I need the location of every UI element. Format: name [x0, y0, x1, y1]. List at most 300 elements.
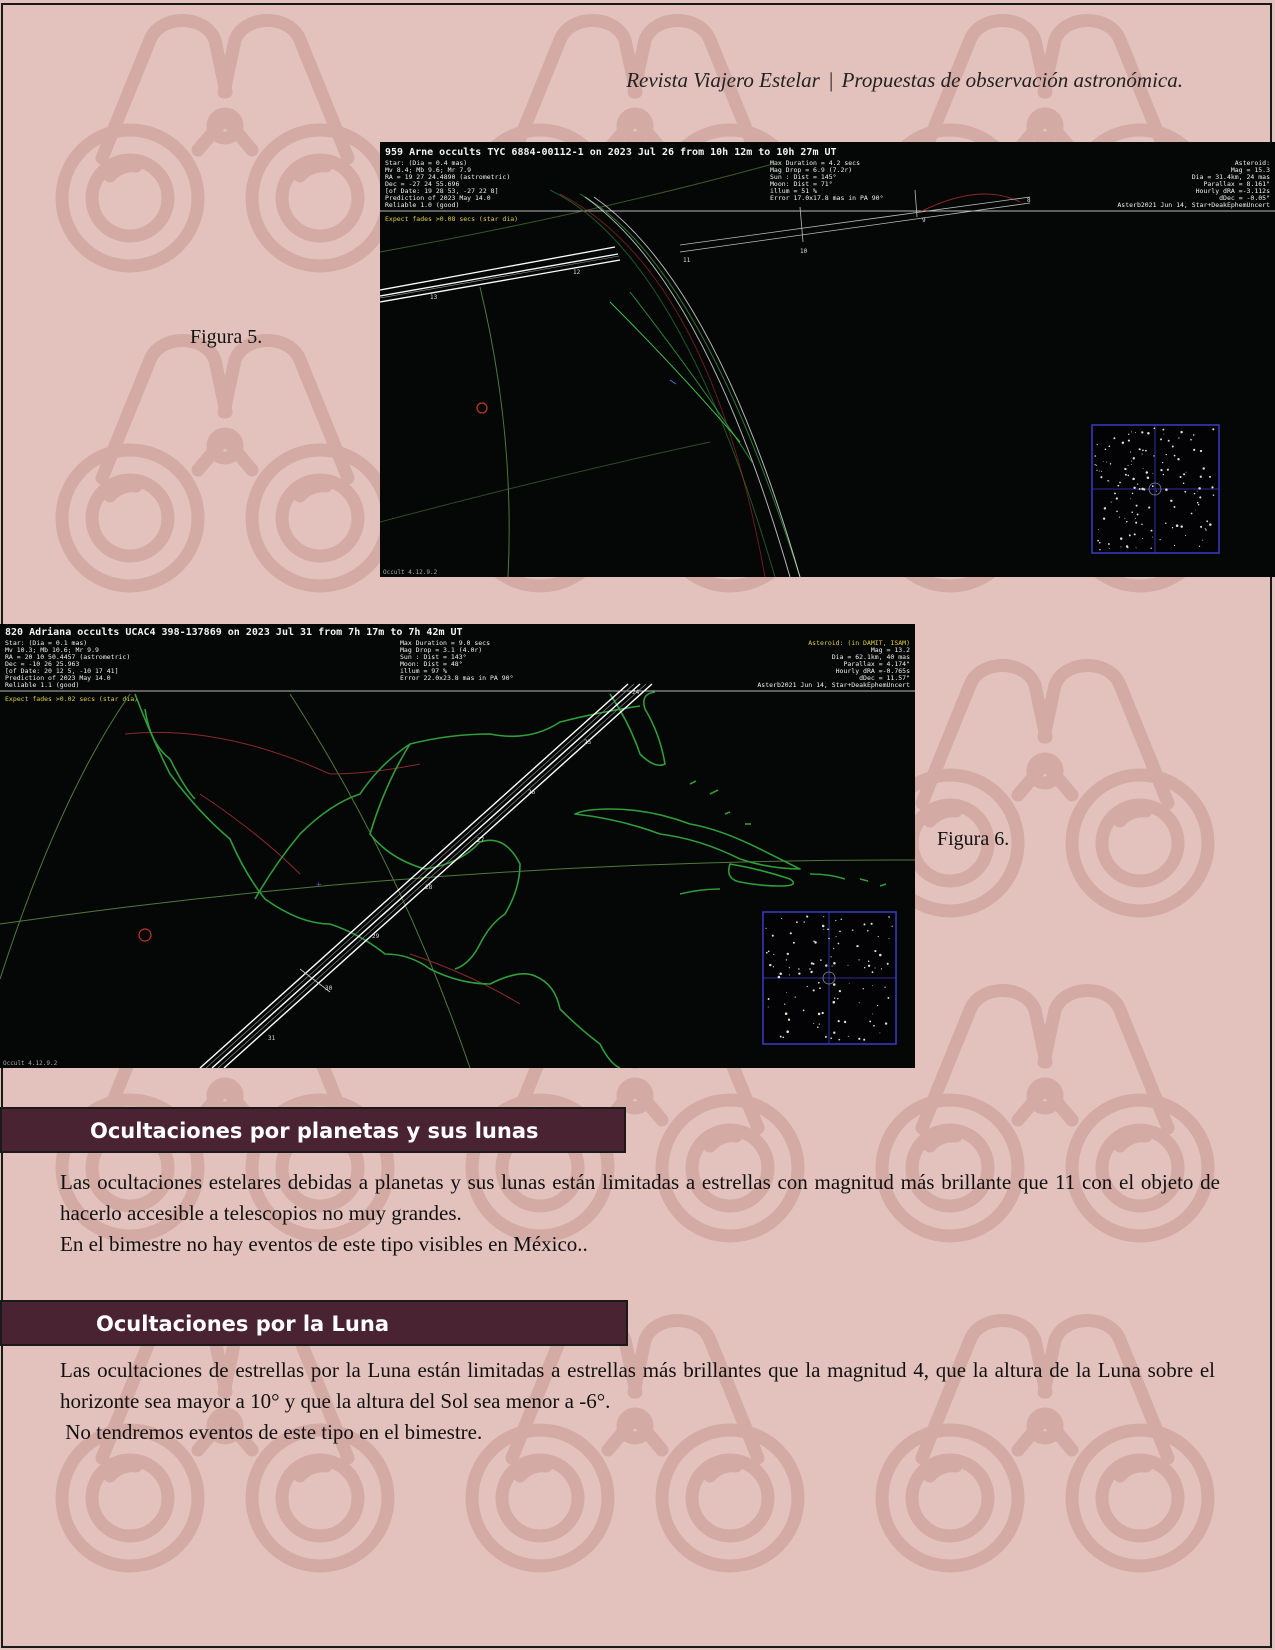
fig5-track-label: 9 — [922, 217, 926, 224]
star-dot — [1145, 450, 1147, 452]
fig6-right-info: Dia = 62.1km, 40 mas — [831, 653, 910, 661]
star-dot — [874, 950, 876, 952]
star-dot — [822, 925, 825, 928]
star-dot — [871, 923, 873, 925]
star-dot — [819, 987, 821, 989]
star-dot — [788, 1019, 790, 1021]
star-dot — [773, 954, 774, 955]
star-dot — [1133, 487, 1135, 489]
star-dot — [859, 959, 860, 960]
star-dot — [780, 1036, 782, 1038]
fig5-star-chart-inset — [1092, 425, 1219, 553]
star-dot — [859, 1002, 860, 1003]
star-dot — [766, 928, 767, 929]
fig5-right-info: dDec = -0.05" — [1219, 194, 1270, 202]
star-dot — [867, 930, 869, 932]
fig6-star-chart-inset — [763, 912, 896, 1044]
star-dot — [1197, 502, 1199, 504]
star-dot — [879, 1032, 880, 1033]
star-dot — [887, 963, 889, 965]
star-dot — [1134, 533, 1136, 535]
fig6-left-info: Reliable 1.1 (good) — [5, 681, 80, 689]
star-dot — [1130, 452, 1131, 453]
star-dot — [844, 1021, 846, 1023]
fig6-mid-info: Max Duration = 9.0 secs — [400, 639, 491, 647]
fig6-track-label: 28 — [425, 884, 433, 891]
figure-5-caption: Figura 5. — [190, 326, 263, 348]
star-dot — [1162, 462, 1163, 463]
star-dot — [1202, 467, 1204, 469]
star-dot — [864, 967, 865, 968]
star-dot — [1141, 523, 1143, 525]
section-moon-paragraph: No tendremos eventos de este tipo en el bimestre. — [60, 1420, 483, 1444]
fig6-track-label: 30 — [325, 985, 333, 992]
star-dot — [839, 990, 841, 992]
section-heading-moon — [0, 1300, 628, 1346]
star-dot — [858, 1038, 860, 1040]
fig5-right-info: Mag = 15.3 — [1230, 166, 1270, 174]
fig5-left-info: Mv 8.4; Mb 9.6; Mr 7.9 — [385, 166, 472, 174]
star-dot — [828, 938, 830, 940]
star-dot — [769, 964, 771, 966]
star-dot — [1096, 465, 1097, 466]
star-dot — [833, 962, 836, 965]
star-dot — [1098, 529, 1099, 530]
star-dot — [1128, 434, 1129, 435]
star-dot — [1160, 469, 1162, 471]
star-dot — [1099, 471, 1100, 472]
star-dot — [833, 1001, 836, 1004]
star-dot — [1152, 485, 1154, 487]
star-dot — [1117, 485, 1119, 487]
star-dot — [1179, 476, 1181, 478]
star-dot — [1141, 488, 1144, 491]
star-dot — [1124, 468, 1126, 470]
star-dot — [817, 1026, 819, 1028]
figure-6-caption: Figura 6. — [937, 828, 1010, 850]
star-dot — [1200, 476, 1202, 478]
star-dot — [832, 966, 833, 967]
fig5-left-info: Dec = -27 24 55.696 — [385, 180, 460, 188]
star-dot — [888, 916, 889, 917]
star-dot — [872, 1013, 873, 1014]
star-dot — [1132, 478, 1135, 481]
fig6-track-label: 25 — [584, 739, 592, 746]
star-dot — [863, 988, 864, 989]
star-dot — [1100, 476, 1102, 478]
star-dot — [1152, 537, 1153, 538]
fig6-mid-info: Sun : Dist = 143° — [400, 653, 467, 661]
star-dot — [1154, 428, 1156, 430]
star-dot — [887, 997, 889, 999]
star-dot — [1103, 461, 1104, 462]
star-dot — [848, 1036, 849, 1037]
star-dot — [1153, 455, 1154, 456]
fig6-left-info: Prediction of 2023 May 14.0 — [5, 674, 111, 682]
figure-5-occultation-map — [380, 142, 1275, 577]
star-dot — [806, 916, 808, 918]
star-dot — [1197, 491, 1198, 492]
star-dot — [825, 964, 827, 966]
fig6-right-info: Asterb2021 Jun 14, Star+DeakEphemUncert — [757, 681, 910, 689]
star-dot — [1094, 464, 1095, 465]
section-title: Ocultaciones por planetas y sus lunas — [90, 1119, 539, 1143]
star-dot — [1101, 471, 1102, 472]
star-dot — [782, 1037, 784, 1039]
star-dot — [838, 1020, 840, 1022]
star-dot — [872, 985, 873, 986]
star-dot — [1116, 511, 1118, 513]
star-dot — [819, 1023, 820, 1024]
star-dot — [789, 974, 790, 975]
star-dot — [835, 920, 836, 921]
star-dot — [1139, 488, 1141, 490]
star-dot — [1180, 431, 1182, 433]
star-dot — [809, 968, 811, 970]
fig5-track-label: 11 — [683, 257, 691, 264]
star-dot — [1168, 440, 1170, 442]
star-dot — [868, 960, 869, 961]
header-separator: | — [827, 68, 834, 92]
star-dot — [833, 983, 836, 986]
star-dot — [1108, 543, 1110, 545]
fig5-version: Occult 4.12.9.2 — [383, 569, 438, 576]
star-dot — [1184, 491, 1186, 493]
fig5-mid-info: Max Duration = 4.2 secs — [770, 159, 861, 167]
section-heading-planets — [0, 1107, 626, 1153]
section-planets-paragraph: En el bimestre no hay eventos de este tipo visibles en México.. — [60, 1232, 588, 1256]
star-dot — [1209, 523, 1212, 526]
star-dot — [768, 998, 770, 1000]
star-dot — [1198, 504, 1200, 506]
star-dot — [1174, 545, 1175, 546]
fig5-left-info: Reliable 1.0 (good) — [385, 201, 460, 209]
fig5-left-info: Prediction of 2023 May 14.0 — [385, 194, 491, 202]
fig5-right-info: Asteroid: — [1234, 159, 1270, 167]
figure-6-title: 820 Adriana occults UCAC4 398-137869 on 2023 Jul 31 from 7h 17m to 7h 42m UT — [5, 627, 463, 638]
star-dot — [869, 1020, 871, 1022]
star-dot — [822, 1012, 824, 1014]
star-dot — [839, 1039, 841, 1041]
fig5-mid-info: Error 17.0x17.8 mas in PA 90° — [770, 194, 884, 202]
star-dot — [1202, 540, 1203, 541]
fig6-mid-info: Error 22.0x23.8 mas in PA 90° — [400, 674, 514, 682]
fig6-track-label: 31 — [268, 1035, 276, 1042]
fig6-right-info: Mag = 13.2 — [870, 646, 910, 654]
star-dot — [773, 966, 774, 967]
star-dot — [786, 992, 787, 993]
star-dot — [1199, 546, 1200, 547]
star-dot — [1199, 496, 1201, 498]
star-dot — [1114, 492, 1116, 494]
star-dot — [1160, 438, 1162, 440]
star-dot — [1211, 486, 1213, 488]
fig5-right-info: Parallax = 8.161" — [1203, 180, 1270, 188]
star-dot — [1165, 488, 1168, 491]
star-dot — [1167, 469, 1169, 471]
star-dot — [830, 1037, 832, 1039]
fig5-mid-info: illum = 51 % — [770, 187, 817, 195]
star-dot — [1172, 445, 1174, 447]
star-dot — [772, 935, 774, 937]
fig6-right-info: Hourly dRA =-0.765s — [835, 667, 910, 675]
star-dot — [1183, 473, 1185, 475]
star-dot — [848, 965, 849, 966]
star-dot — [1209, 476, 1211, 478]
star-dot — [863, 1039, 865, 1041]
star-dot — [885, 1022, 887, 1024]
star-dot — [1108, 445, 1110, 447]
star-dot — [1185, 535, 1186, 536]
fig6-mid-info: illum = 97 % — [400, 667, 447, 675]
fig6-right-info: Parallax = 4.174" — [843, 660, 910, 668]
star-dot — [833, 1032, 835, 1034]
star-dot — [1213, 494, 1215, 496]
star-dot — [1160, 539, 1161, 540]
star-dot — [1127, 547, 1129, 549]
fig6-track-label: 24 — [632, 689, 640, 696]
star-dot — [1172, 527, 1173, 528]
star-dot — [1147, 477, 1150, 480]
star-dot — [803, 1010, 805, 1012]
fig5-track-label: 8 — [1027, 197, 1031, 204]
star-dot — [852, 929, 854, 931]
star-dot — [1110, 463, 1111, 464]
journal-name: Revista Viajero Estelar — [626, 68, 820, 92]
fig5-mid-info: Moon: Dist = 71° — [770, 180, 833, 188]
star-dot — [1142, 538, 1143, 539]
star-dot — [818, 982, 820, 984]
fig6-left-info: Dec = -10 26 25.963 — [5, 660, 80, 668]
fig5-left-info: [of Date: 19 28 53, -27 22 8] — [385, 187, 499, 195]
star-dot — [768, 1007, 769, 1008]
star-dot — [1147, 432, 1150, 435]
star-dot — [823, 929, 824, 930]
star-dot — [1174, 455, 1176, 457]
star-dot — [838, 943, 840, 945]
star-dot — [1106, 462, 1107, 463]
fig6-left-info: Star: (Dia = 0.1 mas) — [5, 639, 88, 647]
star-dot — [1170, 500, 1172, 502]
section-planets-paragraph: Las ocultaciones estelares debidas a planetas y sus lunas están limitadas a estrellas con magnitud más brillante que 11 con el objeto de hacerlo accesible a telescopios no muy grandes. — [60, 1170, 1220, 1225]
star-dot — [879, 954, 882, 957]
fig5-left-info: Star: (Dia = 0.4 mas) — [385, 159, 468, 167]
star-dot — [1141, 431, 1143, 433]
star-dot — [884, 987, 885, 988]
binoculars-icon — [882, 666, 1208, 912]
star-dot — [1194, 493, 1196, 495]
star-dot — [1105, 448, 1107, 450]
fig5-right-info: Hourly dRA =-3.112s — [1195, 187, 1270, 195]
star-dot — [1205, 528, 1206, 529]
fig6-fades-note: Expect fades >0.02 secs (star dia) — [5, 695, 139, 703]
star-dot — [1165, 522, 1167, 524]
star-dot — [779, 973, 782, 976]
fig6-left-info: RA = 20 10 50.4457 (astrometric) — [5, 653, 131, 661]
star-dot — [1136, 505, 1138, 507]
fig6-version: Occult 4.12.9.2 — [3, 1060, 58, 1067]
star-dot — [875, 967, 876, 968]
star-dot — [1107, 480, 1108, 481]
star-dot — [814, 941, 816, 943]
header-section: Propuestas de observación astronómica. — [841, 68, 1183, 92]
star-dot — [823, 916, 824, 917]
star-dot — [1113, 437, 1115, 439]
star-dot — [1142, 454, 1143, 455]
star-dot — [1151, 530, 1153, 532]
star-dot — [872, 971, 874, 973]
fig5-right-info: Dia = 31.4km, 24 mas — [1191, 173, 1270, 181]
fig6-right-info: Asteroid: (in DAMIT, ISAM) — [808, 639, 910, 647]
star-dot — [873, 1025, 875, 1027]
star-dot — [813, 989, 815, 991]
star-dot — [1120, 537, 1123, 540]
star-dot — [1183, 482, 1185, 484]
star-dot — [1163, 474, 1165, 476]
star-dot — [1139, 448, 1141, 450]
star-dot — [804, 921, 805, 922]
star-dot — [1186, 472, 1187, 473]
fig5-track-label: 10 — [800, 248, 808, 255]
star-dot — [1135, 518, 1136, 519]
star-dot — [1131, 431, 1132, 432]
star-dot — [790, 932, 792, 934]
star-dot — [1166, 454, 1167, 455]
star-dot — [1124, 518, 1125, 519]
fig5-track-label: 13 — [430, 294, 438, 301]
star-dot — [1131, 464, 1132, 465]
star-dot — [881, 968, 882, 969]
star-dot — [1130, 498, 1131, 499]
star-dot — [1122, 441, 1124, 443]
fig5-mid-info: Mag Drop = 6.9 (7.2r) — [770, 166, 853, 174]
star-dot — [1126, 521, 1128, 523]
star-dot — [1131, 511, 1133, 513]
star-dot — [868, 965, 870, 967]
star-dot — [798, 968, 800, 970]
star-dot — [1119, 517, 1120, 518]
star-dot — [786, 959, 787, 960]
star-dot — [1142, 449, 1144, 451]
star-dot — [1103, 518, 1105, 520]
binoculars-icon — [62, 21, 388, 267]
star-dot — [766, 952, 768, 954]
fig6-track-label: 26 — [528, 789, 536, 796]
star-dot — [1200, 450, 1202, 452]
svg-text:+: + — [316, 880, 322, 891]
star-dot — [833, 948, 834, 949]
star-dot — [877, 1005, 878, 1006]
star-dot — [863, 923, 865, 925]
star-dot — [837, 998, 838, 999]
fig6-left-info: Mv 10.3; Mb 10.6; Mr 9.9 — [5, 646, 99, 654]
star-dot — [1131, 461, 1132, 462]
star-dot — [1178, 437, 1179, 438]
star-dot — [1212, 428, 1214, 430]
star-dot — [1125, 474, 1127, 476]
star-dot — [785, 1012, 788, 1015]
star-dot — [778, 976, 781, 979]
star-dot — [1099, 549, 1100, 550]
star-dot — [1135, 432, 1136, 433]
star-dot — [1137, 514, 1139, 516]
star-dot — [1193, 449, 1195, 451]
star-dot — [1097, 540, 1099, 542]
fig6-left-info: [of Date: 20 12 5, -10 17 41] — [5, 667, 119, 675]
star-dot — [825, 1036, 827, 1038]
star-dot — [784, 1003, 785, 1004]
star-dot — [1128, 440, 1130, 442]
star-dot — [789, 967, 790, 968]
figure-5-title: 959 Arne occults TYC 6884-00112-1 on 2023 Jul 26 from 10h 12m to 10h 27m UT — [385, 147, 837, 158]
fig6-track-label: 29 — [372, 933, 380, 940]
star-dot — [1198, 487, 1201, 490]
star-dot — [878, 936, 879, 937]
star-dot — [1129, 534, 1131, 536]
star-dot — [1094, 455, 1096, 457]
star-dot — [1137, 483, 1138, 484]
star-dot — [1146, 471, 1149, 474]
figure-6-occultation-map — [0, 624, 915, 1068]
star-dot — [1128, 465, 1129, 466]
fig5-track-label: 12 — [573, 269, 581, 276]
star-dot — [807, 986, 808, 987]
star-dot — [856, 945, 858, 947]
star-dot — [1096, 470, 1097, 471]
fig5-mid-info: Sun : Dist = 145° — [770, 173, 837, 181]
star-dot — [1104, 507, 1106, 509]
fig5-left-info: RA = 19 27 24.4890 (astrometric) — [385, 173, 511, 181]
star-dot — [781, 918, 782, 919]
fig5-fades-note: Expect fades >0.08 secs (star dia) — [385, 215, 519, 223]
star-dot — [1119, 482, 1121, 484]
fig6-track-label: 27 — [477, 837, 485, 844]
star-dot — [1143, 468, 1144, 469]
star-dot — [1180, 525, 1182, 527]
star-dot — [1128, 475, 1130, 477]
star-dot — [796, 921, 798, 923]
star-dot — [1148, 507, 1150, 509]
star-dot — [786, 1030, 789, 1033]
star-dot — [813, 1023, 814, 1024]
star-dot — [820, 959, 822, 961]
star-dot — [892, 926, 893, 927]
star-dot — [1097, 444, 1098, 445]
star-dot — [1190, 439, 1192, 441]
star-dot — [798, 972, 800, 974]
star-dot — [787, 953, 789, 955]
fig6-right-info: dDec = 11.57" — [859, 674, 910, 682]
star-dot — [839, 931, 841, 933]
star-dot — [1109, 548, 1110, 549]
star-dot — [830, 956, 831, 957]
star-dot — [1191, 513, 1193, 515]
star-dot — [1162, 429, 1164, 431]
section-title: Ocultaciones por la Luna — [96, 1312, 389, 1336]
star-dot — [1152, 473, 1153, 474]
star-dot — [818, 1013, 821, 1016]
star-dot — [849, 983, 850, 984]
star-dot — [841, 919, 842, 920]
star-dot — [1121, 546, 1122, 547]
star-dot — [1174, 506, 1176, 508]
star-dot — [768, 950, 770, 952]
star-dot — [795, 997, 796, 998]
star-dot — [1193, 434, 1195, 436]
star-dot — [1111, 502, 1112, 503]
star-dot — [1133, 457, 1135, 459]
star-dot — [1156, 491, 1157, 492]
